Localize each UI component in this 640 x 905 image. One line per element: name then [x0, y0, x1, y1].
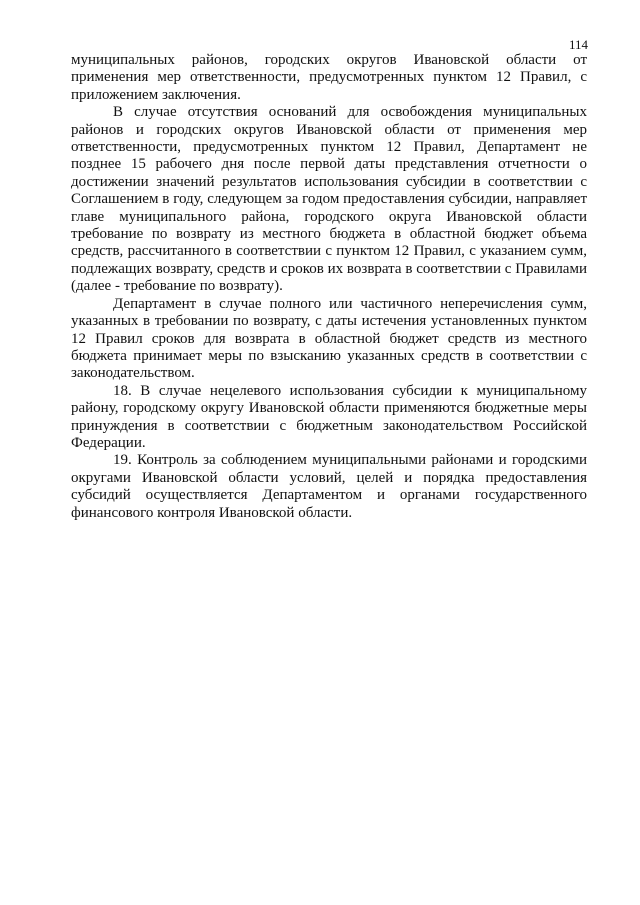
paragraph-repayment-demand: В случае отсутствия оснований для освобождения муниципальных районов и городских округов Ивановской области от применения мер ответственности, предусмотренных пунктом 12 Правил, Департамент не позднее 15 рабочего дня после первой даты представления отчетности о достижении значений результатов использования субсидии в соответствии с Соглашением в году, следующем за годом предоставления субсидии, направляет главе муниципального района, городского округа Ивановской области требование по возврату из местного бюджета в областной бюджет объема средств, рассчитанного в соответствии с пунктом 12 Правил, с указанием сумм, подлежащих возврату, средств и сроков их возврата в соответствии с Правилами (далее - требование по возврату). — [71, 104, 587, 295]
document-body — [71, 52, 587, 522]
paragraph-item-19: 19. Контроль за соблюдением муниципальными районами и городскими округами Ивановской области условий, целей и порядка предоставления субсидий осуществляется Департаментом и органами государственного финансового контроля Ивановской области. — [71, 452, 587, 521]
paragraph-recovery-measures: Департамент в случае полного или частичного неперечисления сумм, указанных в требовании по возврату, с даты истечения установленных пунктом 12 Правил сроков для возврата в областной бюджет средств из местного бюджета принимает меры по взысканию указанных средств в соответствии с законодательством. — [71, 295, 587, 382]
page-number: 114 — [568, 37, 588, 52]
paragraph-item-18: 18. В случае нецелевого использования субсидии к муниципальному району, городскому округу Ивановской области применяются бюджетные меры принуждения в соответствии с бюджетным законодательством Российской Федерации. — [71, 382, 587, 451]
paragraph-continuation: муниципальных районов, городских округов Ивановской области от применения мер ответственности, предусмотренных пунктом 12 Правил, с приложением заключения. — [71, 52, 587, 103]
